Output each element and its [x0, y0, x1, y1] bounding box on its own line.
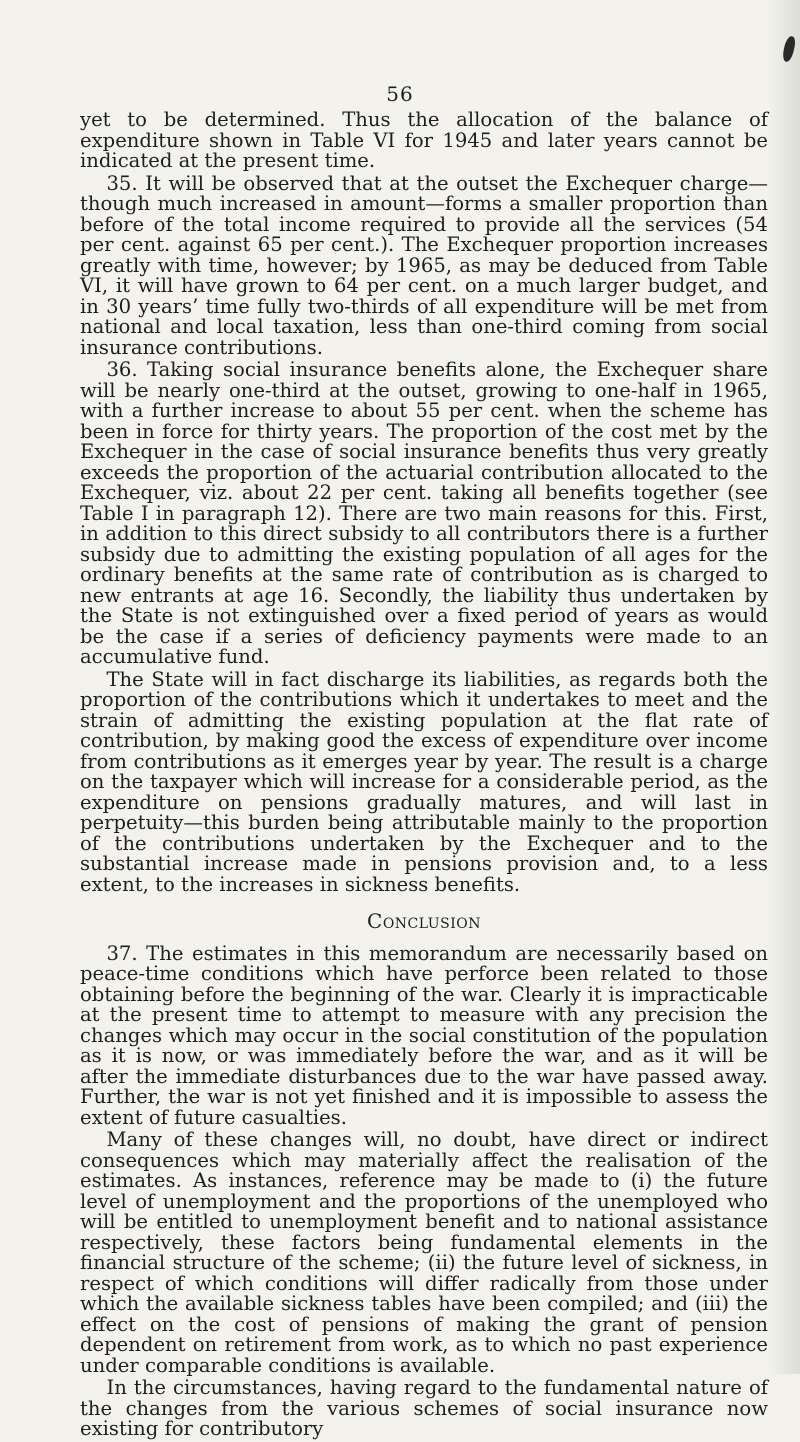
body-text [80, 110, 768, 1442]
paragraph-36-continued: The State will in fact discharge its liabilities, as regards both the proportion of the contributions which it undertakes to meet and the strain of admitting the existing population at the flat rate of contribution, by making good the excess of expenditure over income from contributions as it emerges year by year. The result is a charge on the taxpayer which will increase for a considerable period, as the expenditure on pensions gradually matures, and will last in perpetuity—this burden being attributable mainly to the proportion of the contributions undertaken by the Exchequer and to the substantial increase made in pensions provision and, to a less extent, to the increases in sickness benefits. [80, 667, 768, 896]
paragraph-37: 37. The estimates in this memorandum are necessarily based on peace-time conditions which have perforce been related to those obtaining before the beginning of the war. Clearly it is impracticable at the present time to attempt to measure with any precision the changes which may occur in the social constitution of the population as it is now, or was immediately before the war, and as it will be after the immediate disturbances due to the war have passed away. Further, the war is not yet finished and it is impossible to assess the extent of future casualties. [80, 941, 768, 1129]
paragraph-continuation: yet to be determined. Thus the allocation of the balance of expenditure shown in Table VI for 1945 and later years cannot be indicated at the present time. [80, 108, 768, 172]
page-number: 56 [386, 82, 414, 106]
paragraph-36: 36. Taking social insurance benefits alone, the Exchequer share will be nearly one-third at the outset, growing to one-half in 1965, with a further increase to about 55 per cent. when the scheme has been in force for thirty years. The proportion of the cost met by the Exchequer in the case of social insurance benefits thus very greatly exceeds the proportion of the actuarial contribution allocated to the Exchequer, viz. about 22 per cent. taking all benefits together (see Table I in paragraph 12). There are two main reasons for this. First, in addition to this direct subsidy to all contributors there is a further subsidy due to admitting the existing population of all ages for the ordinary benefits at the same rate of contribution as is charged to new entrants at age 16. Secondly, the liability thus undertaken by the State is not extinguished over a fixed period of years as would be the case if a series of deficiency payments were made to an accumulative fund. [80, 358, 768, 668]
ink-blot [781, 35, 796, 63]
paragraph-37-continued: Many of these changes will, no doubt, have direct or indirect consequences which may materially affect the realisation of the estimates. As instances, reference may be made to (i) the future level of unemployment and the proportions of the unemployed who will be entitled to unemployment benefit and to national assistance respectively, these factors being fundamental elements in the financial structure of the scheme; (ii) the future level of sickness, in respect of which conditions will differ radically from those under which the available sickness tables have been compiled; and (iii) the effect on the cost of pensions of making the grant of pension dependent on retirement from work, as to which no past experience under comparable conditions is available. [80, 1128, 768, 1377]
section-heading-conclusion: Conclusion [367, 909, 481, 933]
paragraph-37-final: In the circumstances, having regard to the fundamental nature of the changes from the various schemes of social insurance now existing for contributory [80, 1376, 768, 1440]
paragraph-35: 35. It will be observed that at the outset the Exchequer charge—though much increased in amount—forms a smaller proportion than before of the total income required to provide all the services (54 per cent. against 65 per cent.). The Exchequer proportion increases greatly with time, however; by 1965, as may be deduced from Table VI, it will have grown to 64 per cent. on a much larger budget, and in 30 years’ time fully two-thirds of all expenditure will be met from national and local taxation, less than one-third coming from social insurance contributions. [80, 171, 768, 359]
